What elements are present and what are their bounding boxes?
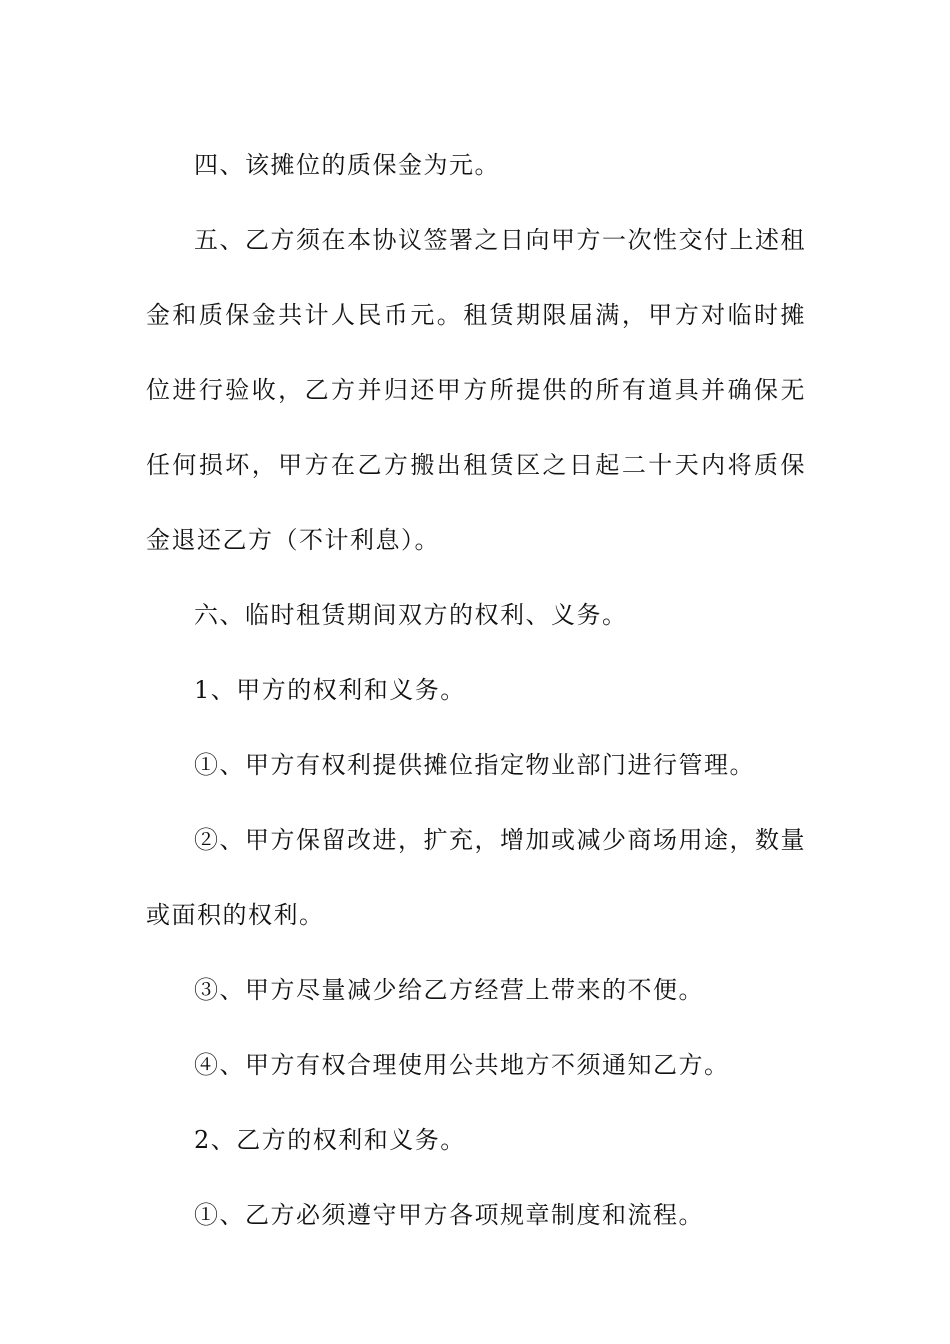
paragraph-party-a-item-2: ②、甲方保留改进，扩充，增加或减少商场用途，数量或面积的权利。: [146, 826, 806, 929]
paragraph-clause-6-rights: 六、临时租赁期间双方的权利、义务。: [194, 601, 628, 629]
paragraph-party-b-heading: 2、乙方的权利和义务。: [194, 1126, 466, 1154]
paragraph-party-a-item-4: ④、甲方有权合理使用公共地方不须通知乙方。: [194, 1051, 730, 1079]
paragraph-party-b-item-1: ①、乙方必须遵守甲方各项规章制度和流程。: [194, 1201, 704, 1229]
paragraph-party-a-item-3: ③、甲方尽量减少给乙方经营上带来的不便。: [194, 976, 704, 1004]
document-body: [146, 128, 806, 1253]
paragraph-clause-4-deposit: 四、该摊位的质保金为元。: [194, 151, 500, 179]
paragraph-party-a-heading: 1、甲方的权利和义务。: [194, 676, 466, 704]
paragraph-party-a-item-1: ①、甲方有权利提供摊位指定物业部门进行管理。: [194, 751, 755, 779]
paragraph-clause-5-payment: 五、乙方须在本协议签署之日向甲方一次性交付上述租金和质保金共计人民币元。租赁期限届满，甲方对临时摊位进行验收，乙方并归还甲方所提供的所有道具并确保无任何损坏，甲方在乙方搬出租赁区之日起二十天内将质保金退还乙方（不计利息）。: [146, 226, 806, 554]
